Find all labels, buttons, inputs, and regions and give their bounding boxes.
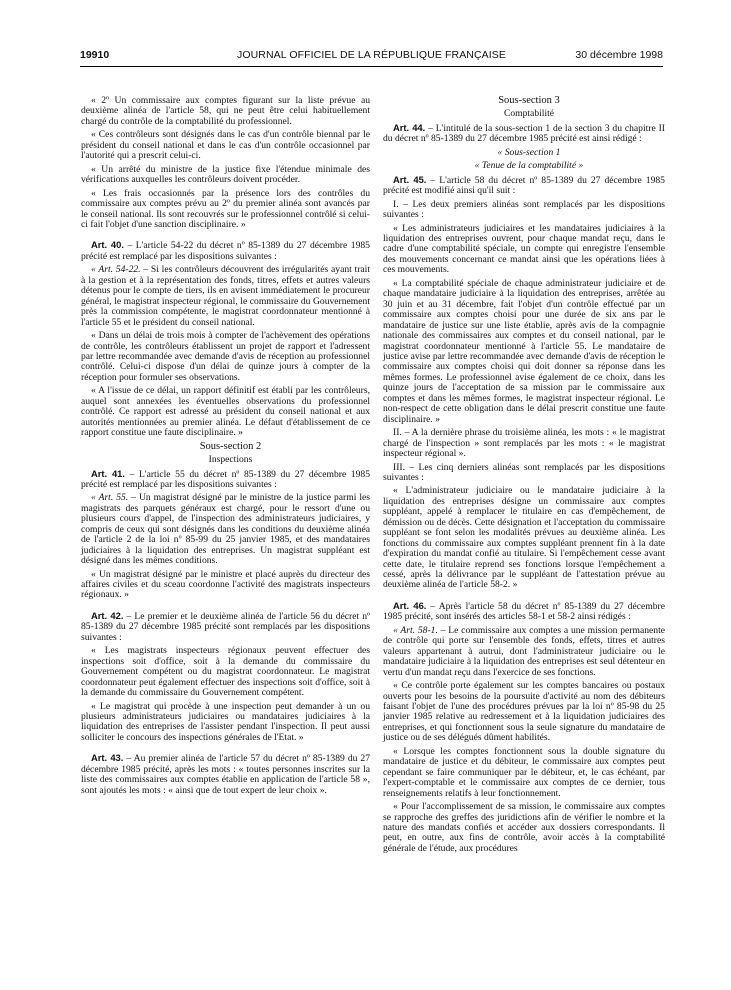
paragraph: « Dans un délai de trois mois à compter de l'achèvement des opérations de contrôle, les contrôleurs établissent un projet de rapport et l'adressent par lettre recommandée avec demande d'avis de réception au professionnel contrôlé. Celui-ci dispose d'un délai de quinze jours à compter de la réception pour formuler ses observations. [81,330,370,383]
subsection-title: Sous-section 2 [199,440,262,452]
quoted-article-label: « Art. 54-22. [91,264,141,276]
paragraph: « Le magistrat qui procède à une inspection peut demander à un ou plusieurs administrateurs judiciaires ou mandataires judiciaires à la liquidation des entreprises de l'assister pendant l'inspection. Il peut aussi solliciter le concours des inspections générales de l'Etat. » [81,700,370,743]
paragraph: « Un magistrat désigné par le ministre et placé auprès du directeur des affaires civiles et du sceau coordonne l'activité des magistrats inspecteurs régionaux. » [81,568,370,601]
article-text: – Après l'article 58 du décret nº 85-1389 du 27 décembre 1985 précité, sont insérés des articles 58-1 et 58-2 ainsi rédigés : [383,600,665,623]
article-45 [383,175,665,197]
paragraph: « Les administrateurs judiciaires et les mandataires judiciaires à la liquidation des entreprises ouvrent, pour chaque mandat reçu, dans le cadre d'une comptabilité spéciale, un compte qui enregistre l'ensemble des mouvements concernant ce mandat ainsi que les opérations liées à ces mouvements. [383,222,665,276]
paragraph: « Les frais occasionnés par la présence lors des contrôles du commissaire aux comptes prévu au 2º du premier alinéa sont avancés par le conseil national. Ils sont recouvrés sur le professionnel contrôlé si celui-ci fait l'objet d'une sanction disciplinaire. » [81,187,370,230]
article-text: – Le premier et le deuxième alinéa de l'article 56 du décret nº 85-1389 du 27 décembre 1985 précité sont remplacés par les dispositions suivantes : [81,610,370,643]
left-column [81,96,370,799]
article-label: Art. 44. [393,121,426,133]
article-text: – L'article 54-22 du décret nº 85-1389 du 27 décembre 1985 précité est remplacé par les dispositions suivantes : [81,240,370,262]
paragraph-text: – Si les contrôleurs découvrent des irrégularités ayant trait à la gestion et à la représentation des fonds, titres, effets et autres valeurs détenus pour le compte de tiers, ils en avisent immédiatement le procureur général, le magistrat inspecteur régional, le commissaire du Gouvernement près la commission compétente, le magistrat coordonnateur mentionné à l'article 55 et le président du conseil national. [81,264,370,328]
paragraph: « 2º Un commissaire aux comptes figurant sur la liste prévue au deuxième alinéa de l'article 58, qui ne peut être celui habituellement chargé du contrôle de la comptabilité du professionnel. [81,95,370,127]
article-40 [81,240,370,262]
paragraph: « Les magistrats inspecteurs régionaux peuvent effectuer des inspections soit d'office, soit à la demande du commissaire du Gouvernement compétent ou du magistrat coordonnateur. Le magistrat coordonnateur peut également effectuer des inspections soit d'office, soit à la demande du commissaire du Gouvernement compétent. [81,645,370,699]
header-rule [80,66,663,67]
article-label: Art. 46. [393,599,427,611]
article-text: – L'intitulé de la sous-section 1 de la section 3 du chapitre II du décret nº 85-1389 du 27 décembre 1985 précité est ainsi rédigé : [383,122,665,145]
article-label: Art. 40. [91,239,124,251]
article-label: Art. 41. [91,467,125,479]
article-46 [383,601,665,623]
paragraph: « Pour l'accomplissement de sa mission, le commissaire aux comptes se rapproche des greffes des juridictions afin de vérifier le nombre et la nature des mandats confiés et accéder aux dossiers correspondants. Il peut, en outre, aux fins de contrôle, avoir accès à la comptabilité générale de l'étude, aux procédures [383,801,665,854]
article-44 [383,123,665,145]
paragraph-text: – Le commissaire aux comptes a une mission permanente de contrôle qui porte sur l'ensemble des fonds, effets, titres et autres valeurs appartenant à autrui, dont l'administrateur judiciaire ou le mandataire judiciaire à la liquidation des entreprises est seul détenteur en vertu d'un mandat reçu dans l'exercice de ses fonctions. [383,624,666,678]
paragraph: « Lorsque les comptes fonctionnent sous la double signature du mandataire de justice et du débiteur, le commissaire aux comptes peut cependant se faire communiquer par le débiteur, et, le cas échéant, par l'expert-comptable et le commissaire aux comptes de ce dernier, tous renseignements relatifs à leur fonctionnement. [383,745,665,799]
paragraph [81,265,370,328]
paragraph: « L'administrateur judiciaire ou le mandataire judiciaire à la liquidation des entreprises désigne un commissaire aux comptes suppléant, appelé à remplacer le titulaire en cas d'empêchement, de démission ou de décès. Cette désignation et l'acceptation du commissaire suppléant se font selon les modalités prévues au deuxième alinéa. Les fonctions du commissaire aux comptes suppléant prennent fin à la date d'expiration du mandat confié au titulaire. Si l'empêchement cesse avant cette date, le titulaire reprend ses fonctions lorsque l'empêchement a cessé, après la délivrance par le suppléant de l'attestation prévue au deuxième alinéa de l'article 58-2. » [383,485,665,591]
paragraph: « Un arrêté du ministre de la justice fixe l'étendue minimale des vérifications auxquelles les contrôleurs doivent procéder. [81,163,370,186]
page-number: 19910 [80,49,110,61]
paragraph-text: – Un magistrat désigné par le ministre de la justice parmi les magistrats des parquets généraux est chargé, pour le ressort d'une ou plusieurs cours d'appel, de l'inspection des administrateurs judiciaires, y compris de ceux qui sont désignés dans les conditions du deuxième alinéa de l'article 2 de la loi nº 85-99 du 25 janvier 1985, et des mandataires judiciaires à la liquidation des entreprises. Un magistrat suppléant est désigné dans les mêmes conditions. [81,492,371,567]
paragraph: III. – Les cinq derniers alinéas sont remplacés par les dispositions suivantes : [383,461,665,483]
quoted-article-label: « Art. 58-1. [393,624,438,636]
paragraph: I. – Les deux premiers alinéas sont remplacés par les dispositions suivantes : [383,198,665,221]
subsection-subtitle: Comptabilité [503,108,555,120]
paragraph [81,493,370,566]
subsection-title: Sous-section 3 [498,95,560,106]
subsection-subtitle: Inspections [208,454,253,466]
article-label: Art. 43. [91,752,124,764]
article-41 [81,469,370,491]
journal-title: JOURNAL OFFICIEL DE LA RÉPUBLIQUE FRANÇAISE [237,49,506,61]
article-text: – Au premier alinéa de l'article 57 du décret nº 85-1389 du 27 décembre 1985 précité, après les mots : « toutes personnes inscrites sur la liste des commissaires aux comptes établie en application de l'article 58 », sont ajoutés les mots : « ainsi que de tout expert de leur choix ». [81,753,370,796]
quoted-subsection-subtitle: « Tenue de la comptabilité » [474,160,584,172]
article-text: – L'article 55 du décret nº 85-1389 du 27 décembre 1985 précité est remplacé par les dispositions suivantes : [81,468,370,490]
paragraph: « Ces contrôleurs sont désignés dans le cas d'un contrôle biennal par le président du conseil national et dans le cas d'un contrôle occasionnel par l'autorité qui a prescrit celui-ci. [81,129,370,162]
paragraph: « A l'issue de ce délai, un rapport définitif est établi par les contrôleurs, auquel sont annexées les éventuelles observations du professionnel contrôlé. Ce rapport est adressé au président du conseil national et aux autorités mentionnées au premier alinéa. Le défaut d'établissement de ce rapport constitue une faute disciplinaire. » [81,385,370,439]
article-label: Art. 45. [393,173,427,185]
right-column [383,96,665,857]
issue-date: 30 décembre 1998 [575,49,663,61]
article-label: Art. 42. [91,609,124,621]
paragraph: II. – A la dernière phrase du troisième alinéa, les mots : « le magistrat chargé de l'inspection » sont remplacés par les mots : « le magistrat inspecteur régional ». [383,427,665,460]
quoted-article-label: « Art. 55. [91,492,129,504]
quoted-subsection-title: « Sous-section 1 [497,146,561,158]
article-text: – L'article 58 du décret nº 85-1389 du 27 décembre 1985 précité est modifié ainsi qu'il suit : [383,174,665,197]
article-42 [81,611,370,643]
running-header [80,49,663,65]
paragraph: « Ce contrôle porte également sur les comptes bancaires ou postaux ouverts pour les besoins de la poursuite d'activité au nom des débiteurs faisant l'objet de l'une des procédures prévues par la loi nº 85-98 du 25 janvier 1985 relative au redressement et à la liquidation judiciaires des entreprises, et qui fonctionnent sous la seule signature du mandataire de justice ou de ses délégués dûment habilités. [383,680,665,744]
paragraph: « La comptabilité spéciale de chaque administrateur judiciaire et de chaque mandataire judiciaire à la liquidation des entreprises, arrêtée au 30 juin et au 31 décembre, fait l'objet d'un contrôle effectué par un commissaire aux comptes choisi pour une durée de six ans par le mandataire de justice sur une liste établie, après avis de la compagnie nationale des commissaires aux comptes et du conseil national, par le magistrat coordonnateur mentionné à l'article 55. Le mandataire de justice avise par lettre recommandée avec demande d'avis de réception le commissaire aux comptes choisi qui doit donner sa réponse dans les mêmes formes. Le professionnel avise également de ce choix, dans les quinze jours de l'acceptation de sa mission par le commissaire aux comptes et dans les mêmes formes, le magistrat inspecteur régional. Le non-respect de cette obligation dans le délai prescrit constitue une faute disciplinaire. » [383,277,665,425]
article-43 [81,753,370,796]
paragraph [383,626,665,678]
